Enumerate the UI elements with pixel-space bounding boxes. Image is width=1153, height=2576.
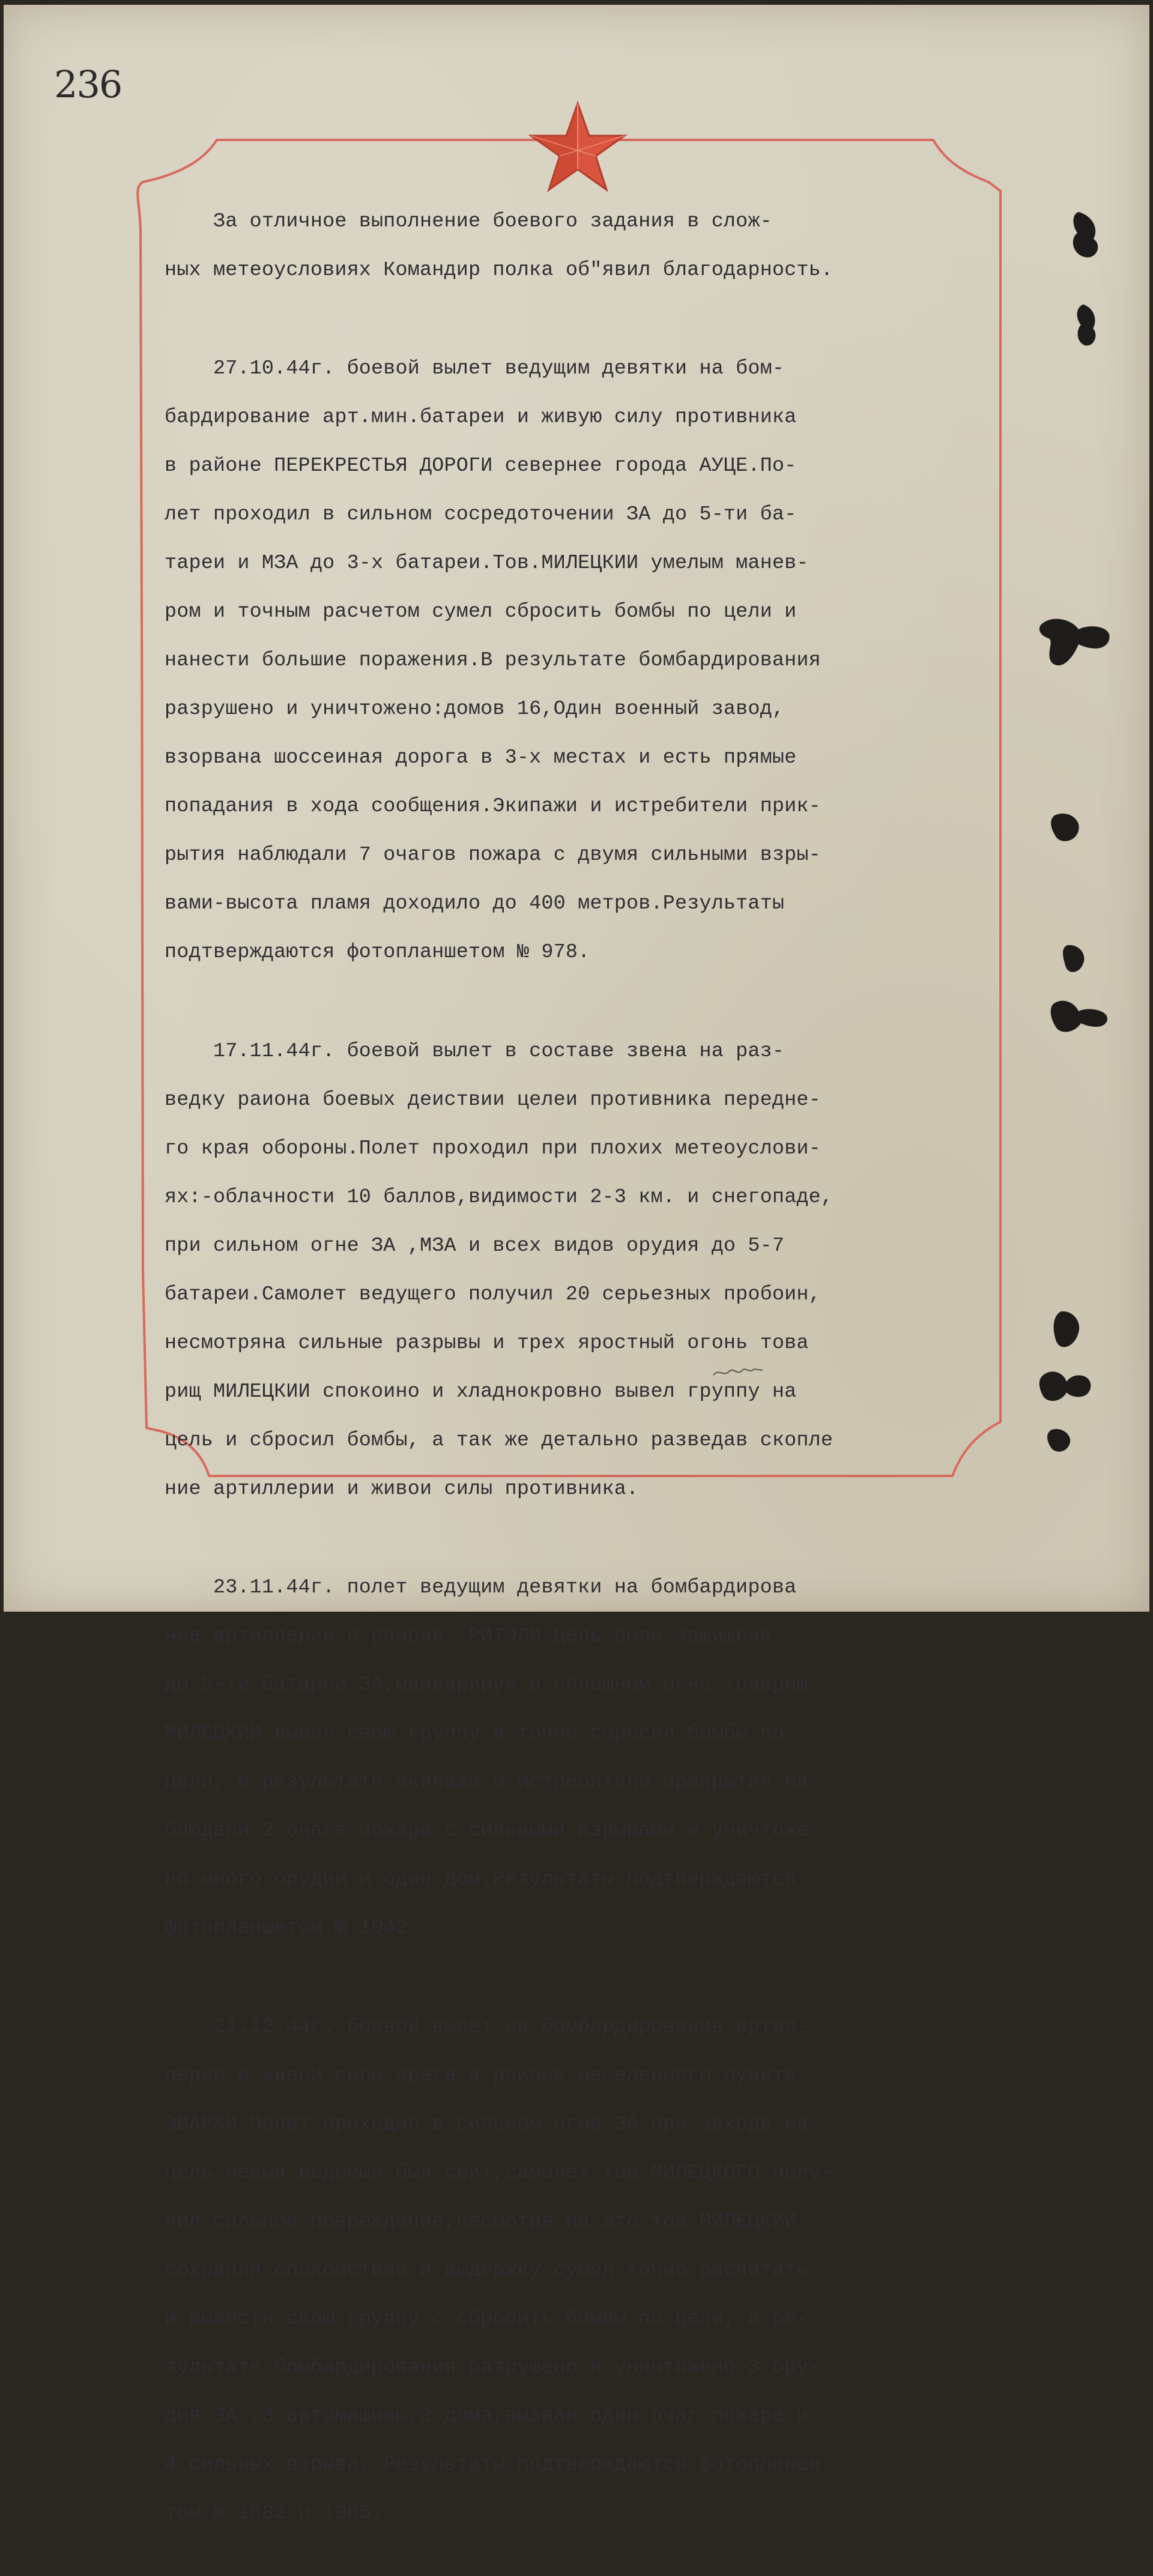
text-line: 4 сильных взрыва. Результаты подтверждаются фотопланше: [165, 2453, 821, 2476]
page-number: 236: [54, 62, 122, 106]
punch-hole-icon: [1046, 1425, 1076, 1455]
text-line: ром и точным расчетом сумел сбросить бомбы по цели и: [165, 600, 797, 623]
paragraph-sortie-17-11-44: [165, 1015, 1017, 1526]
punch-hole-icon: [1052, 1308, 1088, 1356]
text-line: ние артиллерии и живои силы противника.: [165, 1477, 639, 1501]
text-line: вами-высота пламя доходило до 400 метров.Результаты: [165, 892, 785, 915]
text-line: до 5-ти батареи ЗА,маневрируя в сплошном огне товарищ: [165, 1673, 809, 1696]
punch-hole-icon: [1036, 1365, 1097, 1407]
text-line: но много орудии и один дом.Результаты подтверждаются: [165, 1868, 797, 1891]
text-line: рытия наблюдали 7 очагов пожара с двумя сильными взры-: [165, 844, 821, 866]
text-line: разрушено и уничтожено:домов 16,Один военный завод,: [165, 698, 785, 721]
paragraph-sortie-27-10-44: [165, 333, 1017, 990]
text-line: ведку раиона боевых деиствии целеи противника передне-: [165, 1088, 821, 1111]
text-line: нанести большие поражения.В результате бомбардирования: [165, 649, 821, 672]
text-line: цели, в результате экипажи и истребители прикрытия на-: [165, 1771, 821, 1794]
text-line: и вывести свою группу с сбросить бомбы по цели, в ре-: [165, 2307, 809, 2330]
punch-hole-icon: [1049, 996, 1115, 1038]
text-line: 21.12.44г. боевой вылет на бомбардирование артил-: [165, 2015, 809, 2039]
text-line: подтверждаются фотопланшетом № 978.: [165, 941, 590, 964]
punch-hole-icon: [1049, 809, 1085, 845]
text-line: сохраняя спокоиствие и выдержку сумел точно расчитать: [165, 2258, 809, 2282]
text-line: тареи и МЗА до 3-х батареи.Тов.МИЛЕЦКИИ умелым манев-: [165, 552, 809, 575]
red-star-icon: [527, 101, 628, 193]
text-line: го края обороны.Полет проходил при плохих метеоуслови-: [165, 1137, 821, 1160]
text-line: ЭВАРЖИ.Полет проходил в сильном огне ЗА,при заходе на: [165, 2112, 809, 2136]
punch-hole-icon: [1036, 611, 1121, 677]
handwritten-initials: [711, 1362, 765, 1380]
text-line: цель и сбросил бомбы, а так же детально разведав скопле: [165, 1429, 834, 1452]
text-line: при сильном огне ЗА ,МЗА и всех видов орудия до 5-7: [165, 1234, 785, 1257]
text-line: несмотряна сильные разрывы и трех яростный огонь това: [165, 1331, 809, 1355]
punch-hole-icon: [1061, 942, 1091, 978]
text-line: зультате бомбардирования разрушено и уничтожено:3 ору-: [165, 2356, 821, 2379]
text-line: 27.10.44г. боевой вылет ведущим девятки на бом-: [165, 357, 785, 380]
text-line: ях:-облачности 10 баллов,видимости 2-3 км. и снегопаде,: [165, 1185, 834, 1209]
text-line: 23.11.44г. полет ведущим девятки на бомбардирова: [165, 1576, 797, 1599]
text-line: блюдали 2 очага пожара с сильными взрывами и уничтоже-: [165, 1819, 821, 1842]
paragraph-commendation: [165, 185, 1017, 307]
text-line: фотопланшетом № 1042.: [165, 1917, 420, 1940]
paragraph-sortie-23-11-44: [165, 1552, 1017, 1965]
text-line: том № 1082 и 1085.: [165, 2502, 384, 2525]
typed-text-body: [165, 185, 1017, 2576]
text-line: дия ЗА ,3 автомашины,3 дома,вызван один очаг пожара и: [165, 2404, 809, 2428]
text-line: 17.11.44г. боевой вылет в составе звена на раз-: [165, 1039, 785, 1063]
text-line: лерии и живои силы врага в раионе населенного пункта: [165, 2064, 797, 2087]
punch-hole-icon: [1073, 302, 1103, 350]
text-line: цель левый ведомый был сбит,самолет тов.МИЛЕЦКОГО полу-: [165, 2161, 834, 2184]
text-line: ных метеоусловиях Командир полка об"явил благодарность.: [165, 258, 834, 282]
document-page: [4, 5, 1149, 2525]
punch-hole-icon: [1067, 209, 1109, 263]
text-line: взорвана шоссеиная дорога в 3-х местах и есть прямые: [165, 746, 797, 769]
text-line: За отличное выполнение боевого задания в слож-: [165, 210, 772, 233]
text-line: чил сильное повреждение,несмотря на это тов.МИЛЕЦКИИ: [165, 2210, 797, 2233]
text-line: батареи.Самолет ведущего получил 20 серьезных пробоин,: [165, 1283, 821, 1306]
text-line: лет проходил в сильном сосредоточении ЗА до 5-ти ба-: [165, 503, 797, 526]
text-line: бардирование арт.мин.батареи и живую силу противника: [165, 406, 797, 429]
text-line: МИЛЕЦКИИ вывел свою группу и точно сбросил бомбы по: [165, 1722, 785, 1745]
text-line: в районе ПЕРЕКРЕСТЬЯ ДОРОГИ севернее города АУЦЕ.По-: [165, 455, 797, 477]
text-line: рищ МИЛЕЦКИИ спокоино и хладнокровно вывел группу на: [165, 1380, 797, 1403]
paragraph-sortie-21-12-44: [165, 1991, 1017, 2550]
text-line: попадания в хода сообщения.Экипажи и истребители прик-: [165, 795, 821, 818]
text-line: ние артиллерии в раионе РИТЭЛИ.Цель была защищена: [165, 1625, 772, 1648]
